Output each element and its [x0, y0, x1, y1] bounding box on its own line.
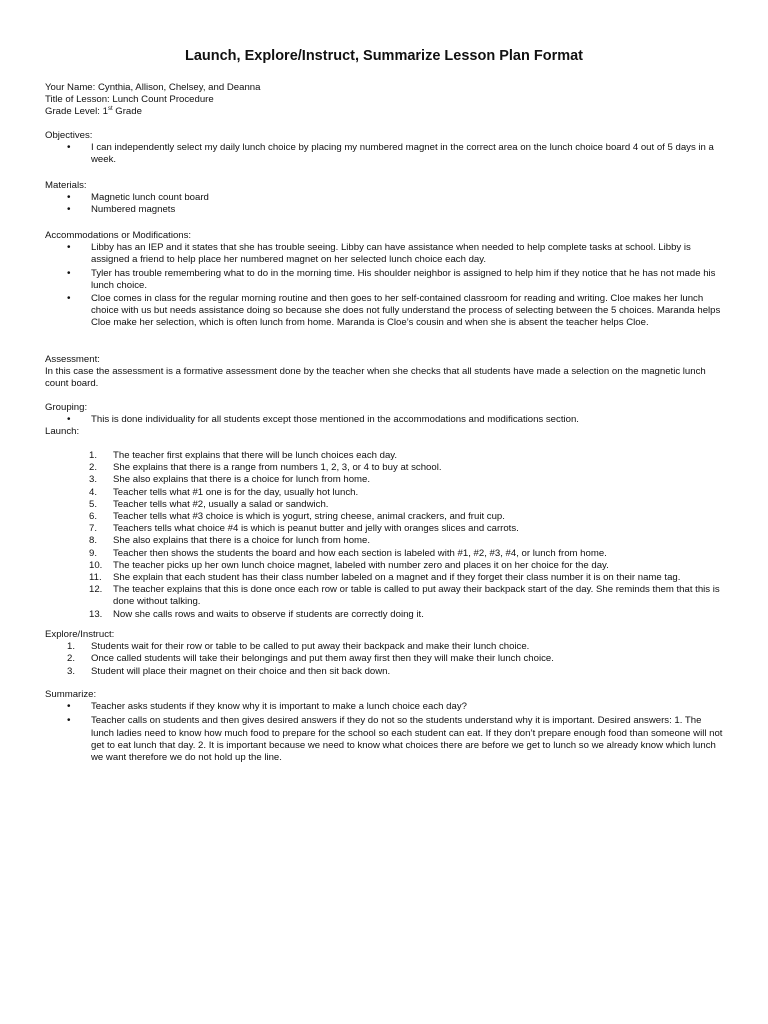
list-item: 3. Student will place their magnet on their choice and then sit back down. [67, 665, 391, 677]
grade-level: Grade Level: 1st Grade [45, 106, 142, 118]
list-item: 3. She also explains that there is a choice for lunch from home. [89, 474, 371, 486]
list-item: 2. She explains that there is a range from numbers 1, 2, 3, or 4 to buy at school. [89, 462, 442, 474]
list-item: 7. Teachers tells what choice #4 is which is peanut butter and jelly with oranges slices and carrots. [89, 523, 519, 535]
list-item: 4. Teacher tells what #1 one is for the day, usually hot lunch. [89, 486, 359, 498]
grouping-label: Grouping: [45, 402, 88, 413]
grouping-section [45, 402, 723, 439]
list-item: 1. The teacher first explains that there will be lunch choices each day. [89, 450, 398, 461]
launch-list [45, 450, 723, 621]
grouping-list [45, 414, 723, 426]
summarize-section [45, 689, 723, 764]
objectives-list [45, 142, 723, 166]
header-info [45, 82, 723, 119]
objectives-label: Objectives: [45, 130, 93, 141]
summarize-list [45, 701, 723, 764]
explore-label: Explore/Instruct: [45, 629, 115, 640]
list-item: • Libby has an IEP and it states that she has trouble seeing. Libby can have assistance when needed to help complete tasks at school. Libby is assigned a friend to help place her numbered magnet on her selected lunch choice each day. [45, 242, 723, 266]
materials-list [45, 192, 723, 216]
list-item: 13. Now she calls rows and waits to observe if students are correctly doing it. [89, 608, 424, 620]
list-item: 9. Teacher then shows the students the board and how each section is labeled with #1, #2, #3, #4, or lunch from home. [89, 547, 607, 559]
launch-label: Launch: [45, 426, 80, 438]
objectives-section [45, 130, 723, 167]
author-names: Your Name: Cynthia, Allison, Chelsey, and Deanna [45, 82, 261, 93]
assessment-text: In this case the assessment is a formative assessment done by the teacher when she checks that all students have made a selection on the magnetic lunch count board. [45, 366, 706, 390]
summarize-label: Summarize: [45, 689, 97, 700]
list-item: 1. Students wait for their row or table to be called to put away their backpack and make their lunch choice. [67, 641, 530, 653]
list-item: • This is done individuality for all students except those mentioned in the accommodations and modifications section. [45, 414, 723, 426]
list-item: 8. She also explains that there is a choice for lunch from home. [89, 535, 371, 547]
accommodations-section [45, 230, 723, 330]
list-item: 6. Teacher tells what #3 choice is which is yogurt, string cheese, animal crackers, and fruit cup. [89, 511, 505, 523]
materials-section [45, 180, 723, 217]
explore-section [45, 629, 723, 678]
list-item: • I can independently select my daily lunch choice by placing my numbered magnet in the correct area on the lunch choice board 4 out of 5 days in a week. [45, 142, 723, 166]
list-item: • Tyler has trouble remembering what to do in the morning time. His shoulder neighbor is assigned to help him if they notice that he has not made his lunch choice. [45, 268, 723, 292]
list-item: 11. She explain that each student has their class number labeled on a magnet and if they forget their class number it is on their name tag. [89, 572, 681, 584]
list-item: • Teacher calls on students and then gives desired answers if they do not so the students understand why it is important. Desired answers: 1. The lunch ladies need to know how much food to prepare for the school so each student can eat. If they don’t prepare enough food than someone will not get to eat lunch that day. 2. It is important because we need to know what choices there are before we get to lunch so we already know which lunch we want therefore we do not hold up the line. [45, 715, 723, 764]
list-item: • Numbered magnets [45, 204, 723, 216]
assessment-section [45, 354, 723, 391]
accommodations-list [45, 242, 723, 329]
materials-label: Materials: [45, 180, 87, 191]
list-item: • Magnetic lunch count board [45, 192, 723, 204]
list-item: 10. The teacher picks up her own lunch choice magnet, labeled with number zero and places it on her choice for the day. [89, 559, 609, 571]
assessment-label: Assessment: [45, 354, 100, 365]
list-item: • Cloe comes in class for the regular morning routine and then goes to her self-contained classroom for reading and writing. Cloe makes her lunch choice with us but needs assistance doing so because she does not fully understand the process of selecting between the 5 choices. Maranda helps Cloe make her selection, which is often lunch from home. Maranda is Cloe’s cousin and when she is absent the teacher helps Cloe. [45, 293, 723, 330]
launch-section [45, 450, 723, 621]
list-item: 2. Once called students will take their belongings and put them away first then they will make their lunch choice. [67, 653, 554, 665]
accommodations-label: Accommodations or Modifications: [45, 230, 192, 241]
list-item: 12. The teacher explains that this is done once each row or table is called to put away their backpack start of the day. She reminds them that this is done without talking. [89, 584, 720, 608]
explore-list [45, 641, 723, 678]
list-item: 5. Teacher tells what #2, usually a salad or sandwich. [89, 498, 329, 510]
list-item: • Teacher asks students if they know why it is important to make a lunch choice each day? [45, 701, 723, 713]
lesson-title: Title of Lesson: Lunch Count Procedure [45, 94, 214, 106]
document-title: Launch, Explore/Instruct, Summarize Lesson Plan Format [184, 48, 584, 64]
